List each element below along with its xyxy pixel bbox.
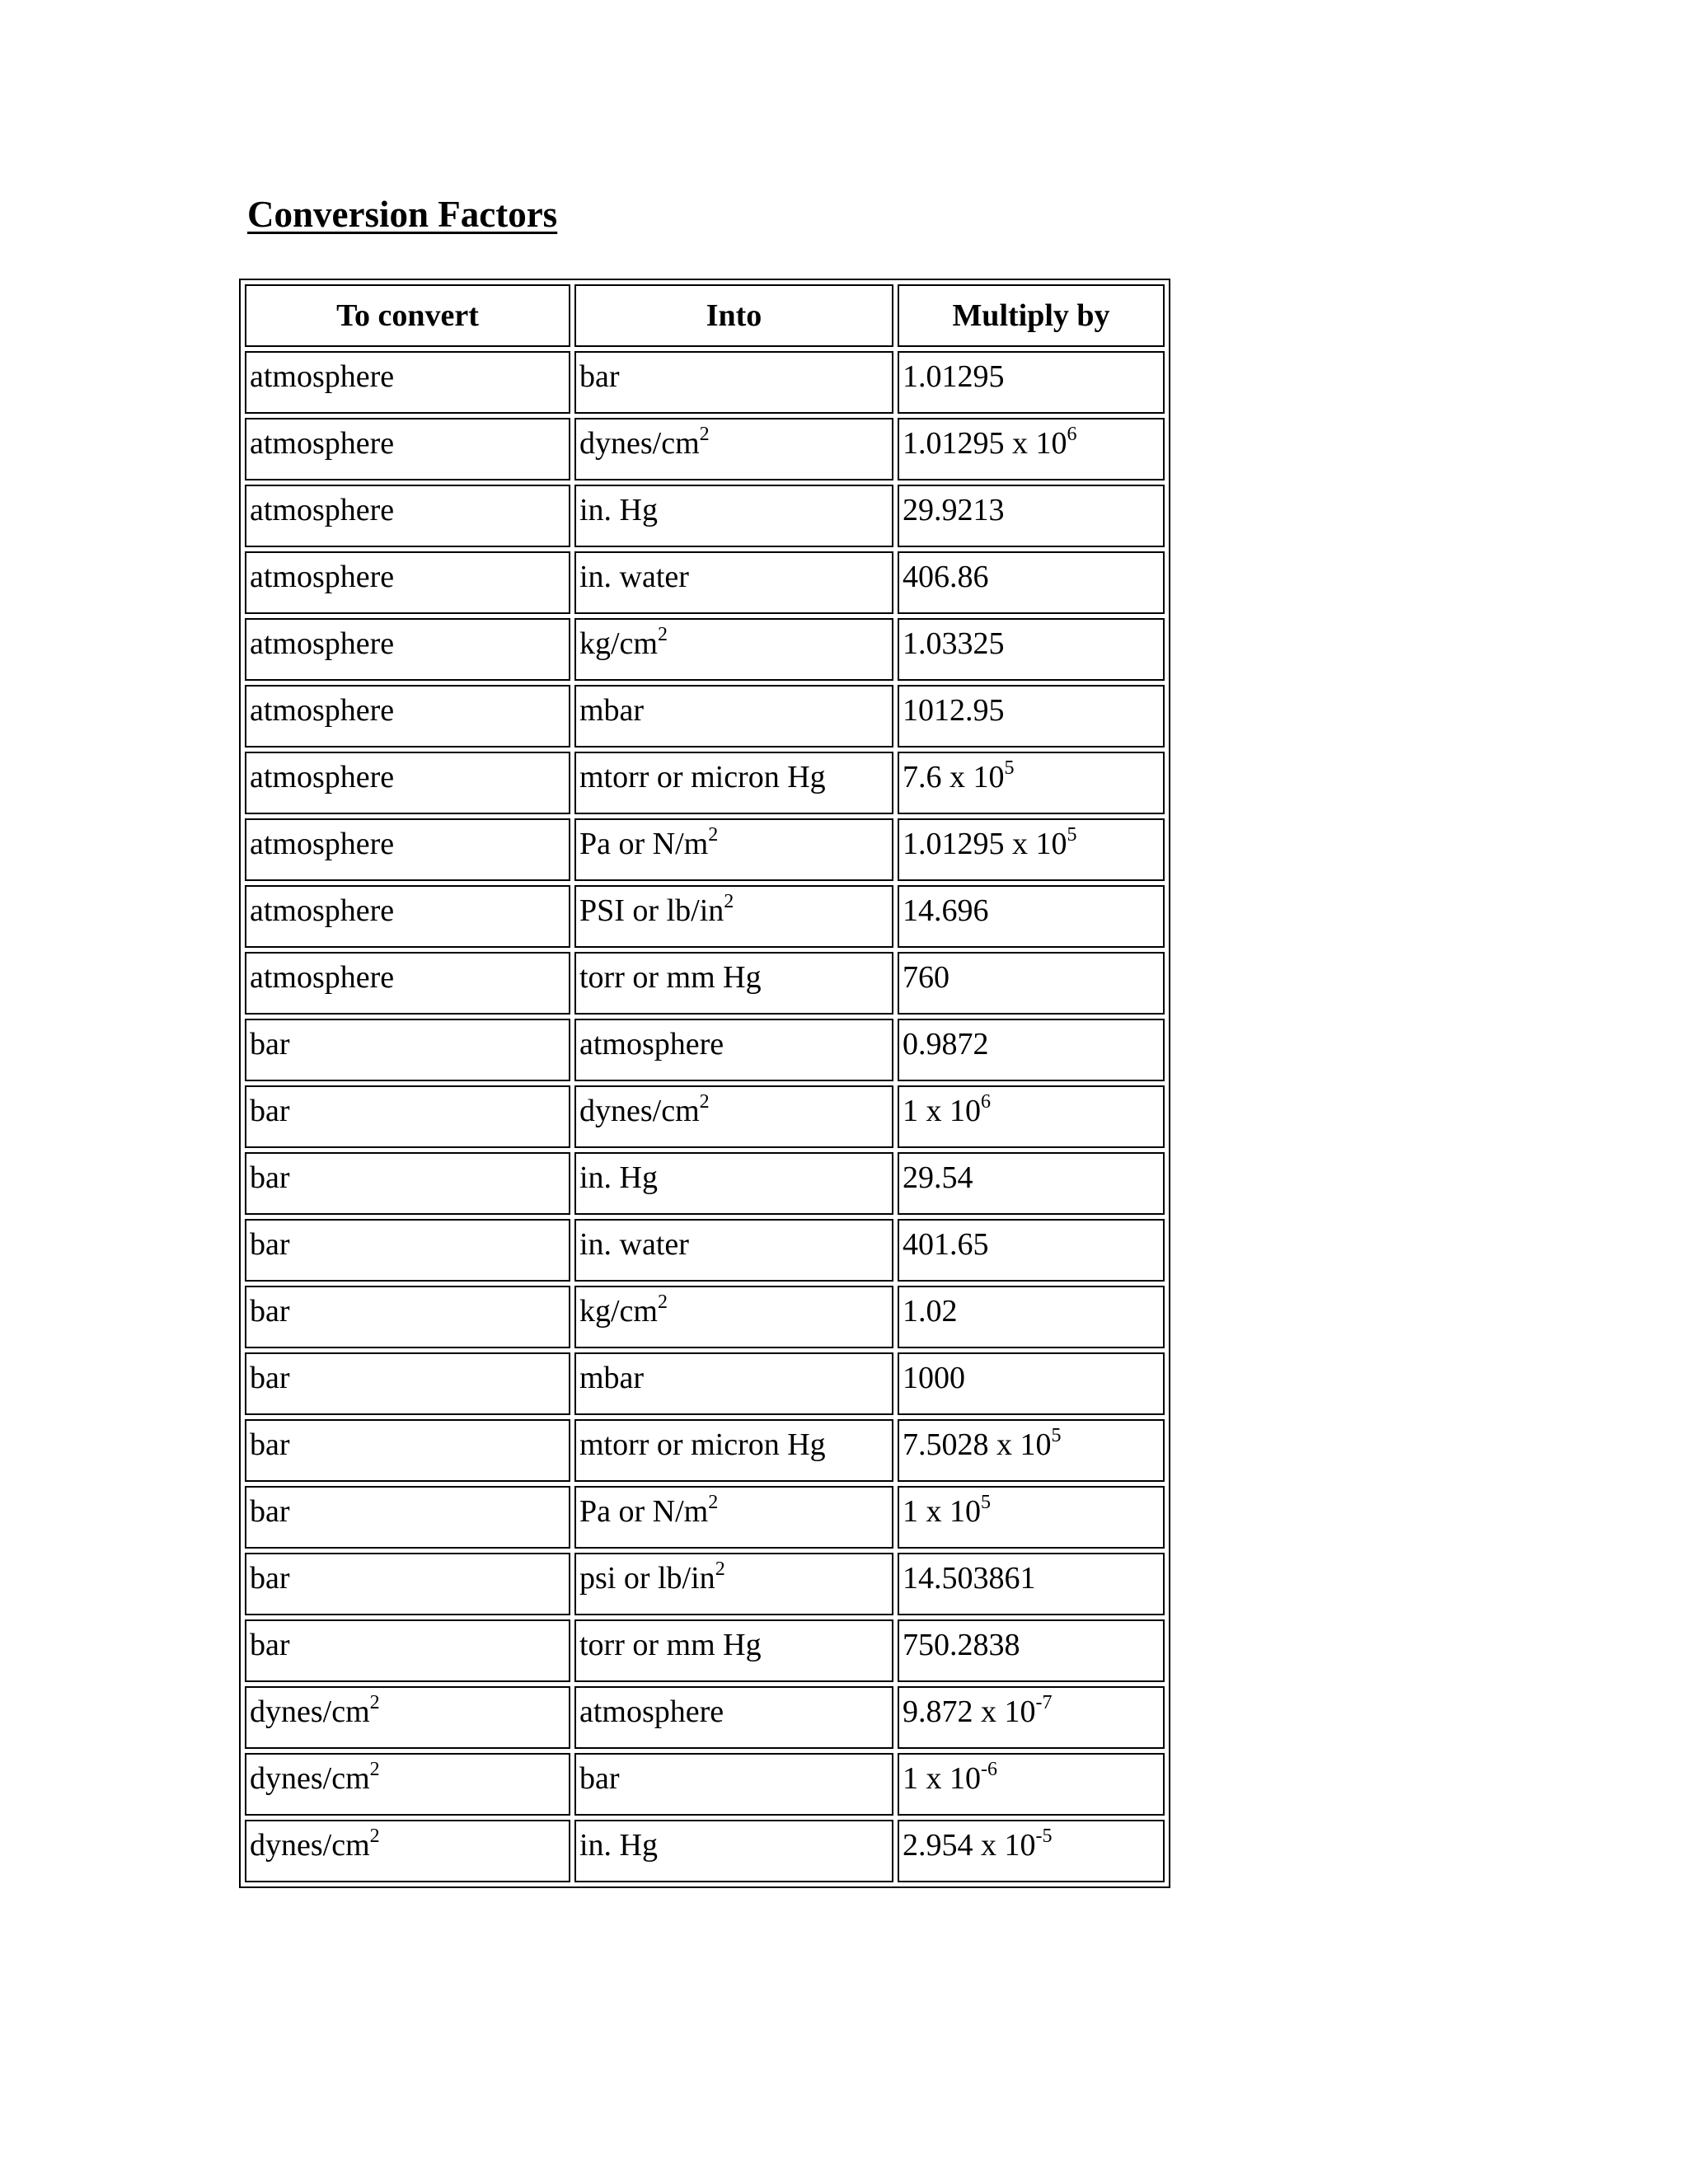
cell-to-convert-text: bar — [250, 1561, 290, 1596]
cell-to-convert — [245, 1085, 570, 1148]
cell-multiply-by-text: 1.01295 — [903, 359, 1005, 394]
cell-to-convert-text: bar — [250, 1094, 290, 1128]
cell-into-text: in. water — [579, 560, 689, 594]
cell-multiply-by — [898, 1686, 1165, 1749]
cell-multiply-by — [898, 1152, 1165, 1215]
cell-into-text: mtorr or micron Hg — [579, 760, 826, 794]
cell-into — [574, 1019, 893, 1081]
cell-multiply-by-text: 0.9872 — [903, 1027, 989, 1062]
cell-to-convert-text: dynes/cm — [250, 1761, 370, 1796]
cell-to-convert-text: bar — [250, 1294, 290, 1329]
cell-multiply-by-superscript: 6 — [981, 1091, 991, 1113]
cell-to-convert — [245, 1553, 570, 1615]
cell-multiply-by — [898, 1219, 1165, 1282]
table-row — [245, 551, 1165, 614]
cell-into — [574, 1419, 893, 1482]
cell-to-convert — [245, 1019, 570, 1081]
cell-multiply-by — [898, 685, 1165, 748]
cell-into — [574, 1486, 893, 1549]
cell-to-convert-text: atmosphere — [250, 827, 395, 861]
cell-multiply-by-text: 7.5028 x 10 — [903, 1427, 1052, 1462]
cell-multiply-by — [898, 551, 1165, 614]
cell-to-convert — [245, 351, 570, 414]
table-row — [245, 1486, 1165, 1549]
cell-into-superscript: 2 — [657, 624, 668, 645]
cell-multiply-by-superscript: -7 — [1035, 1692, 1053, 1713]
cell-multiply-by-superscript: -5 — [1035, 1825, 1053, 1847]
table-row — [245, 351, 1165, 414]
cell-multiply-by — [898, 1753, 1165, 1816]
cell-multiply-by — [898, 1619, 1165, 1682]
cell-into-text: in. Hg — [579, 493, 658, 527]
cell-into — [574, 1286, 893, 1348]
cell-multiply-by — [898, 1553, 1165, 1615]
cell-into-superscript: 2 — [699, 1091, 710, 1113]
cell-to-convert — [245, 1352, 570, 1415]
cell-to-convert — [245, 685, 570, 748]
cell-multiply-by-text: 406.86 — [903, 560, 989, 594]
cell-to-convert-text: atmosphere — [250, 960, 395, 995]
cell-multiply-by-text: 401.65 — [903, 1227, 989, 1262]
cell-multiply-by — [898, 1085, 1165, 1148]
cell-multiply-by-text: 750.2838 — [903, 1628, 1020, 1662]
table-row — [245, 952, 1165, 1015]
page-title: Conversion Factors — [247, 194, 558, 235]
cell-multiply-by — [898, 618, 1165, 681]
cell-multiply-by — [898, 1419, 1165, 1482]
cell-into-text: atmosphere — [579, 1694, 724, 1729]
cell-into-superscript: 2 — [708, 824, 719, 846]
table-row — [245, 1619, 1165, 1682]
cell-to-convert-text: atmosphere — [250, 893, 395, 928]
header-into: Into — [574, 284, 893, 347]
table-row — [245, 1286, 1165, 1348]
cell-multiply-by — [898, 818, 1165, 881]
conversion-table-container — [239, 279, 1170, 1888]
cell-to-convert — [245, 1219, 570, 1282]
table-row — [245, 1019, 1165, 1081]
cell-into-text: kg/cm — [579, 626, 658, 661]
table-row — [245, 1753, 1165, 1816]
cell-into — [574, 1152, 893, 1215]
cell-into-superscript: 2 — [708, 1492, 719, 1513]
table-row — [245, 1352, 1165, 1415]
cell-into-text: in. Hg — [579, 1160, 658, 1195]
cell-to-convert — [245, 418, 570, 480]
cell-into — [574, 618, 893, 681]
cell-into — [574, 1352, 893, 1415]
cell-multiply-by-text: 1 x 10 — [903, 1494, 981, 1529]
cell-into — [574, 1219, 893, 1282]
table-row — [245, 618, 1165, 681]
table-row — [245, 1219, 1165, 1282]
table-row — [245, 1686, 1165, 1749]
cell-to-convert-superscript: 2 — [369, 1825, 380, 1847]
table-row — [245, 1152, 1165, 1215]
cell-to-convert-superscript: 2 — [369, 1692, 380, 1713]
cell-multiply-by-superscript: -6 — [981, 1759, 997, 1780]
cell-into-text: in. water — [579, 1227, 689, 1262]
cell-to-convert-text: atmosphere — [250, 426, 395, 461]
cell-into — [574, 752, 893, 814]
cell-to-convert-text: bar — [250, 1427, 290, 1462]
cell-into-text: in. Hg — [579, 1828, 658, 1863]
cell-into-text: Pa or N/m — [579, 1494, 709, 1529]
table-row — [245, 485, 1165, 547]
cell-multiply-by-text: 1.01295 x 10 — [903, 426, 1067, 461]
cell-into-text: bar — [579, 1761, 620, 1796]
cell-to-convert-text: dynes/cm — [250, 1694, 370, 1729]
cell-into — [574, 418, 893, 480]
cell-to-convert — [245, 952, 570, 1015]
table-row — [245, 418, 1165, 480]
cell-multiply-by — [898, 1820, 1165, 1882]
cell-into-text: torr or mm Hg — [579, 960, 762, 995]
cell-to-convert-text: atmosphere — [250, 760, 395, 794]
cell-to-convert-text: bar — [250, 1227, 290, 1262]
cell-to-convert-text: atmosphere — [250, 560, 395, 594]
cell-into — [574, 351, 893, 414]
cell-to-convert-text: bar — [250, 1494, 290, 1529]
cell-into — [574, 485, 893, 547]
cell-multiply-by-text: 1.02 — [903, 1294, 958, 1329]
cell-to-convert-text: atmosphere — [250, 493, 395, 527]
table-row — [245, 685, 1165, 748]
cell-multiply-by-superscript: 5 — [1067, 824, 1077, 846]
cell-into-superscript: 2 — [699, 424, 710, 445]
cell-to-convert — [245, 1753, 570, 1816]
cell-to-convert — [245, 818, 570, 881]
cell-to-convert — [245, 1820, 570, 1882]
cell-to-convert — [245, 1686, 570, 1749]
table-header-row — [245, 284, 1165, 347]
table-row — [245, 818, 1165, 881]
cell-into — [574, 551, 893, 614]
conversion-table — [239, 279, 1170, 1888]
cell-multiply-by-text: 1.03325 — [903, 626, 1005, 661]
cell-into — [574, 1553, 893, 1615]
table-row — [245, 1820, 1165, 1882]
cell-multiply-by — [898, 1352, 1165, 1415]
cell-to-convert-text: bar — [250, 1160, 290, 1195]
cell-into-superscript: 2 — [657, 1291, 668, 1313]
cell-multiply-by-superscript: 5 — [981, 1492, 991, 1513]
cell-to-convert — [245, 1486, 570, 1549]
table-body — [245, 351, 1165, 1882]
cell-into-text: kg/cm — [579, 1294, 658, 1329]
cell-to-convert — [245, 485, 570, 547]
cell-to-convert — [245, 618, 570, 681]
cell-to-convert-superscript: 2 — [369, 1759, 380, 1780]
cell-to-convert-text: bar — [250, 1027, 290, 1062]
cell-multiply-by-text: 760 — [903, 960, 950, 995]
cell-into-text: mbar — [579, 693, 645, 728]
cell-to-convert — [245, 551, 570, 614]
cell-multiply-by-superscript: 6 — [1067, 424, 1077, 445]
cell-multiply-by-text: 1 x 10 — [903, 1094, 981, 1128]
cell-multiply-by — [898, 952, 1165, 1015]
cell-multiply-by-text: 9.872 x 10 — [903, 1694, 1036, 1729]
cell-into — [574, 818, 893, 881]
cell-to-convert-text: bar — [250, 1361, 290, 1395]
cell-multiply-by — [898, 752, 1165, 814]
cell-to-convert — [245, 1286, 570, 1348]
cell-multiply-by-text: 2.954 x 10 — [903, 1828, 1036, 1863]
table-row — [245, 885, 1165, 948]
cell-to-convert — [245, 885, 570, 948]
cell-multiply-by — [898, 351, 1165, 414]
header-multiply-by: Multiply by — [898, 284, 1165, 347]
cell-multiply-by — [898, 418, 1165, 480]
cell-multiply-by — [898, 1019, 1165, 1081]
cell-multiply-by-text: 1.01295 x 10 — [903, 827, 1067, 861]
cell-into-text: Pa or N/m — [579, 827, 709, 861]
cell-to-convert-text: dynes/cm — [250, 1828, 370, 1863]
cell-multiply-by-text: 1 x 10 — [903, 1761, 981, 1796]
cell-multiply-by — [898, 485, 1165, 547]
cell-into-text: dynes/cm — [579, 426, 700, 461]
cell-into-text: atmosphere — [579, 1027, 724, 1062]
cell-multiply-by-text: 1012.95 — [903, 693, 1005, 728]
cell-into — [574, 952, 893, 1015]
cell-into — [574, 1820, 893, 1882]
cell-multiply-by-superscript: 5 — [1004, 757, 1015, 779]
cell-multiply-by-text: 29.9213 — [903, 493, 1005, 527]
cell-into-text: torr or mm Hg — [579, 1628, 762, 1662]
cell-to-convert-text: atmosphere — [250, 693, 395, 728]
table-row — [245, 752, 1165, 814]
cell-into-superscript: 2 — [715, 1558, 725, 1580]
cell-into-text: mbar — [579, 1361, 645, 1395]
cell-multiply-by-text: 14.503861 — [903, 1561, 1036, 1596]
cell-into-text: dynes/cm — [579, 1094, 700, 1128]
cell-multiply-by-text: 7.6 x 10 — [903, 760, 1005, 794]
cell-multiply-by-text: 1000 — [903, 1361, 965, 1395]
table-row — [245, 1553, 1165, 1615]
cell-into-text: psi or lb/in — [579, 1561, 715, 1596]
cell-into — [574, 1085, 893, 1148]
cell-to-convert — [245, 1419, 570, 1482]
header-to-convert: To convert — [245, 284, 570, 347]
cell-to-convert — [245, 752, 570, 814]
cell-multiply-by — [898, 1486, 1165, 1549]
cell-multiply-by-text: 14.696 — [903, 893, 989, 928]
cell-into — [574, 685, 893, 748]
cell-to-convert-text: atmosphere — [250, 359, 395, 394]
cell-to-convert — [245, 1619, 570, 1682]
cell-into-superscript: 2 — [724, 891, 734, 912]
cell-to-convert-text: atmosphere — [250, 626, 395, 661]
cell-multiply-by-superscript: 5 — [1051, 1425, 1062, 1446]
cell-into-text: mtorr or micron Hg — [579, 1427, 826, 1462]
cell-into — [574, 885, 893, 948]
cell-into — [574, 1619, 893, 1682]
table-row — [245, 1419, 1165, 1482]
cell-into — [574, 1753, 893, 1816]
table-row — [245, 1085, 1165, 1148]
cell-to-convert-text: bar — [250, 1628, 290, 1662]
cell-into-text: PSI or lb/in — [579, 893, 724, 928]
cell-to-convert — [245, 1152, 570, 1215]
cell-multiply-by — [898, 1286, 1165, 1348]
cell-multiply-by-text: 29.54 — [903, 1160, 973, 1195]
cell-into — [574, 1686, 893, 1749]
cell-into-text: bar — [579, 359, 620, 394]
cell-multiply-by — [898, 885, 1165, 948]
